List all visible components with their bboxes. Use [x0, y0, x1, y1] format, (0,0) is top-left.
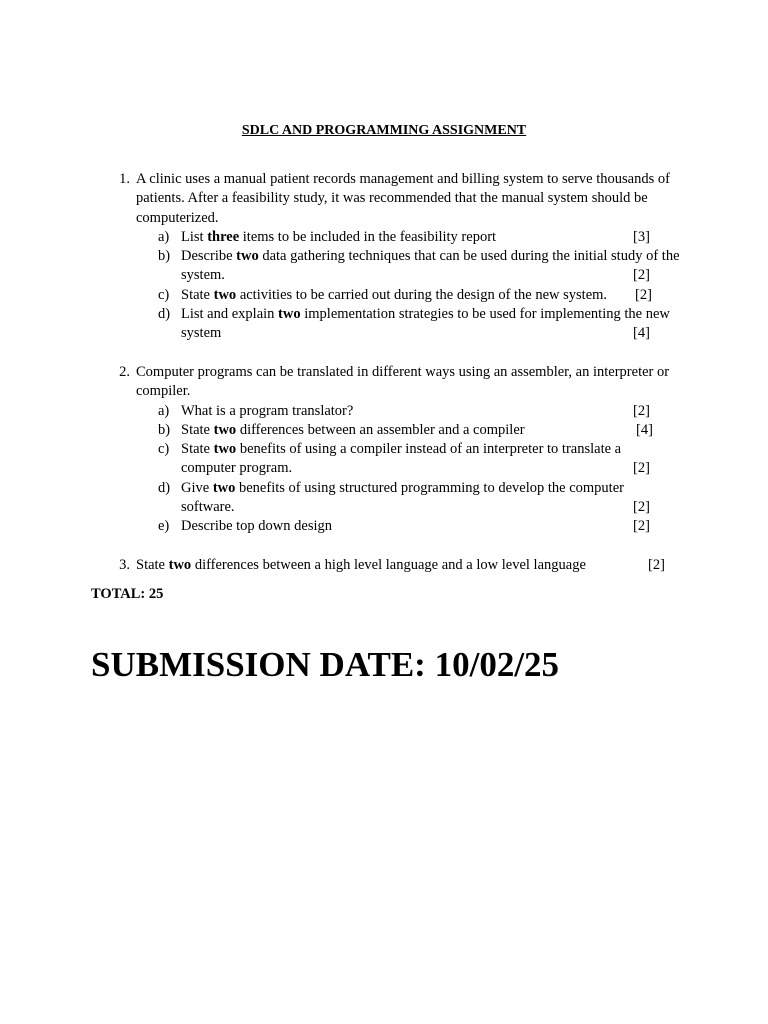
marks: [2]	[633, 403, 650, 419]
question-number: 3.	[119, 557, 130, 573]
total-marks: TOTAL: 25	[91, 586, 164, 602]
question-text: State two differences between a high level language and a low level language	[136, 557, 586, 573]
marks: [2]	[633, 267, 650, 283]
assignment-title: SDLC AND PROGRAMMING ASSIGNMENT	[241, 123, 527, 138]
marks: [4]	[633, 325, 650, 341]
document-page: SDLC AND PROGRAMMING ASSIGNMENT 1. A clinic uses a manual patient records management and billing system to serve thousands of patients. After a feasibility study, it was recommended that the manual system should be computerized. a) List three items to be included in the feasibility report [3] b) Describe two data gathering techniques that can be used during the initial study of the system. [2] c) State two activities to be carried out during the design of the new system. [2] d) List and explain two implementation strategies to be used for implementing the new system [4] 2. Computer programs can be translated in different ways using an assembler, an interpreter or compiler. a) What is a program translator? [2] b) State two differences between an assembler and a compiler [4] c) State two benefits of using a compiler instead of an interpreter to translate a computer program. [2] d) Give two benefits of using structured programming to develop the computer software. [2] e) Describe top down design [2] 3. State two differences between a high level language and a low level language [2] TOTAL: 25 SUBMISSION DATE: 10/02/25	[0, 0, 768, 1024]
marks: [3]	[633, 229, 650, 245]
marks: [2]	[633, 518, 650, 534]
question-number: 2.	[119, 364, 130, 380]
marks: [4]	[636, 422, 653, 438]
submission-date: SUBMISSION DATE: 10/02/25	[91, 645, 560, 684]
marks: [2]	[635, 287, 652, 303]
question-number: 1.	[119, 171, 130, 187]
marks: [2]	[648, 557, 665, 573]
question-text: Computer programs can be translated in different ways using an assembler, an interpreter or compiler.	[136, 364, 670, 400]
marks: [2]	[633, 460, 650, 476]
marks: [2]	[633, 499, 650, 515]
question-text: A clinic uses a manual patient records management and billing system to serve thousands of patients. After a feasibility study, it was recommended that the manual system should be computerized.	[136, 171, 670, 226]
